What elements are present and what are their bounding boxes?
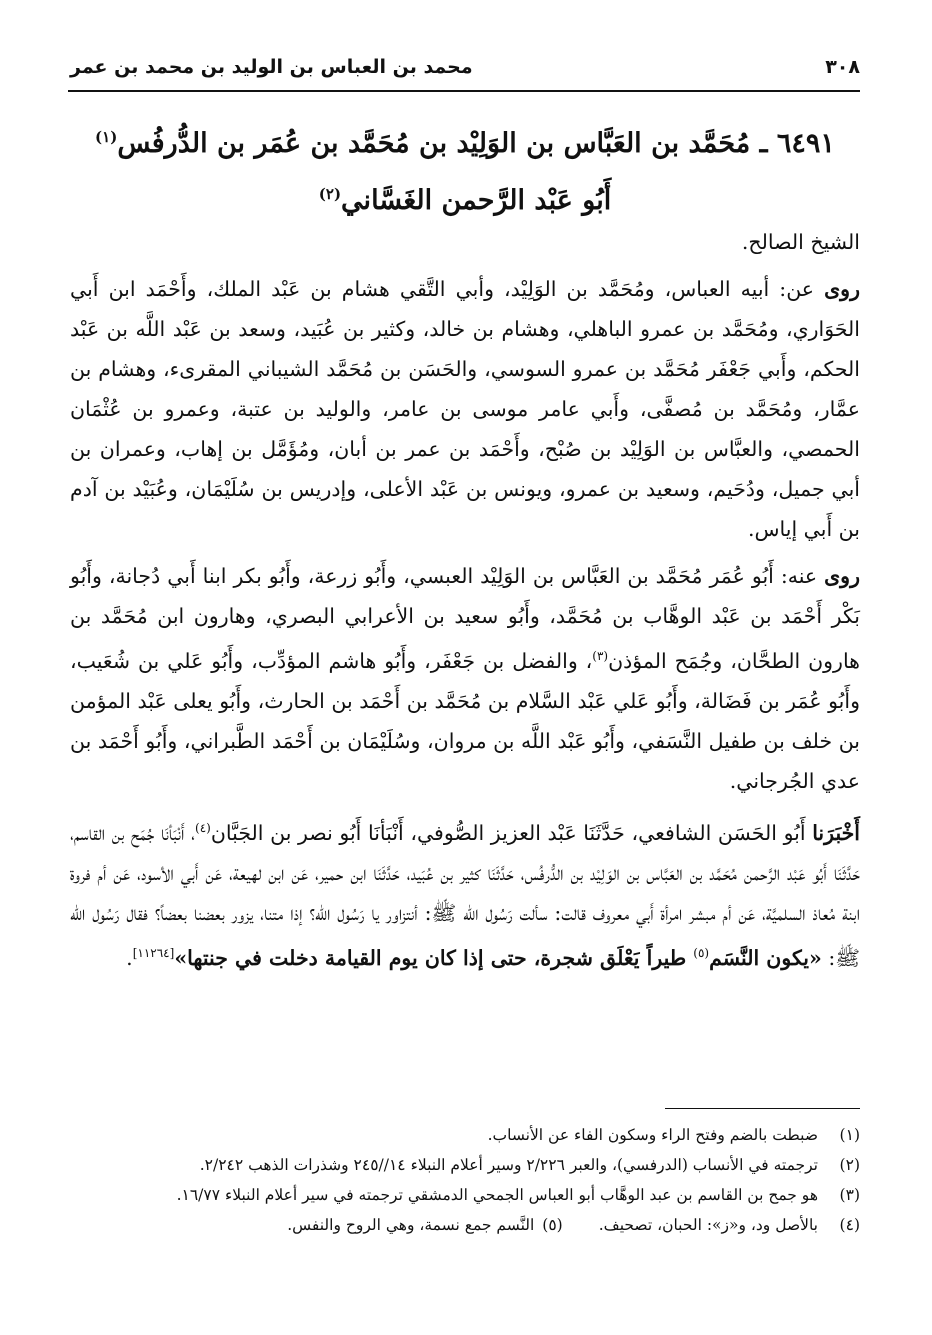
isnad-label: أَخْبَرَنا: [812, 820, 861, 845]
footnote-text: ترجمته في الأنساب (الدرفسي)، والعبر ٢/٢٢٦ وسير أعلام النبلاء ١٤//٢٤٥ وشذرات الذهب ٢/٢٤٢.: [199, 1156, 818, 1174]
footnote-text: النَّسم جمع نسمة، وهي الروح والنفس.: [287, 1216, 535, 1234]
entry-kunya: أَبُو عَبْد الرَّحمن الغَسَّاني: [341, 185, 612, 216]
footnote-4-5: [70, 1210, 860, 1240]
running-header: [70, 56, 860, 78]
footnote-rule: [665, 1108, 860, 1109]
footnote-ref-2: (٢): [318, 185, 342, 203]
footnote-3: [70, 1180, 860, 1210]
footnote-number: (١): [839, 1126, 860, 1144]
footnote-2: [70, 1150, 860, 1180]
footnote-number: (٢): [839, 1156, 860, 1174]
footnote-number: (٣): [839, 1186, 860, 1204]
running-title: محمد بن العباس بن الوليد بن محمد بن عمر: [70, 56, 473, 78]
entry-title-line-2: [70, 169, 860, 226]
narrators-text-a: عنه: أَبُو عُمَر مُحَمَّد بن العَبَّاس بن الوَلِيْد العبسي، وأَبُو زرعة، وأَبُو بكر ابنا أَبي دُجانة، وأَبُو بَكْر أَحْمَد بن عَبْد الوهَّاب بن مُحَمَّد، وأَبُو سعيد بن الأعرابي البصري، وهارون ابن مُحَمَّد بن هارون الطحَّان، وجُمَح المؤذن: [70, 564, 860, 673]
footnote-number: (٤): [839, 1216, 860, 1234]
narrators-from-him-paragraph: [70, 556, 860, 801]
isnad-text-a: أَبُو الحَسَن الشافعي، حَدَّثَنَا عَبْد العزيز الصُّوفي، أَنْبَأنَا أَبُو نصر بن الجَبَّان: [210, 820, 806, 845]
isnad-paragraph: [70, 808, 860, 978]
footnote-text: هو جمح بن القاسم بن عبد الوهَّاب أبو العباس الجمحي الدمشقي ترجمته في سير أعلام النبلاء ١٦/٧٧.: [176, 1186, 818, 1204]
footnote-ref-4: (٤): [195, 820, 211, 835]
footnote-ref-3: (٣): [592, 649, 609, 663]
narrators-text-b: ، والفضل بن جَعْفَر، وأَبُو هاشم المؤدِّب، وأَبُو عَلي بن شُعَيب، وأَبُو عُمَر بن فَضَالة، وأَبُو عَلي عَبْد السَّلام بن مُحَمَّد بن أَحْمَد بن الحارث، وأَبُو يعلى عَبْد المؤمن بن خلف بن طفيل النَّسَفي، وأَبُو عَبْد اللَّه بن مروان، وسُلَيْمَان بن أَحْمَد الطَّبراني، وأَبُو أَحْمَد بن عدي الجُرجاني.: [70, 648, 860, 793]
page-number: ٣٠٨: [825, 56, 860, 78]
intro-paragraph: الشيخ الصالح.: [741, 230, 860, 254]
entry-name: ٦٤٩١ ـ مُحَمَّد بن العَبَّاس بن الوَلِيْد بن مُحَمَّد بن عُمَر بن الدُّرفُس: [117, 128, 835, 159]
hadith-text-a: «يكون النَّسَم: [709, 945, 822, 970]
hadith-number: [١١٢٦٤]: [132, 945, 175, 960]
narrators-label: روى: [824, 564, 860, 588]
entry-heading: [70, 112, 860, 226]
entry-title-line-1: [70, 112, 860, 169]
hadith-text-b: طيراً يَعْلَق شجرة، حتى إذا كان يوم القيامة دخلت في جنتها»: [174, 945, 694, 970]
footnotes: [70, 1120, 860, 1240]
header-rule: [68, 90, 860, 92]
footnote-ref-1: (١): [95, 128, 118, 146]
main-text: [70, 222, 860, 984]
footnote-text: بالأصل ود، و«ز»: الحبان، تصحيف.: [598, 1216, 818, 1234]
narrated-from-paragraph: [70, 269, 860, 549]
footnote-number: (٥): [542, 1216, 563, 1234]
footnote-ref-5: (٥): [693, 945, 710, 960]
narrated-from-text: عن: أبيه العباس، ومُحَمَّد بن الوَلِيْد، وأبي التَّقي هشام بن عَبْد الملك، وأَحْمَد ابن أَبي الحَوَاري، ومُحَمَّد بن عمرو الباهلي، وهشام بن خالد، وكثير بن عُبَيد، وسعد بن عَبْد اللَّه بن عَبْد الحكم، وأَبي جَعْفَر مُحَمَّد بن عمرو السوسي، والحَسَن بن مُحَمَّد الشيباني المقرىء، وهشام بن عمَّار، ومُحَمَّد بن مُصفَّى، وأَبي عامر موسى بن عامر، والوليد بن عتبة، وعمرو بن عُثْمَان الحمصي، والعبَّاس بن الوَلِيْد بن صُبْح، وأَحْمَد بن عمر بن أبان، ومُؤَمَّل بن إهاب، وعمران بن أبي جميل، ودُحَيم، وسعيد بن عمرو، ويونس بن عَبْد الأعلى، وإدريس بن سُلَيْمَان، وعُبَيْد بن آدم بن أَبي إياس.: [70, 277, 860, 541]
footnote-text: ضبطت بالضم وفتح الراء وسكون الفاء عن الأنساب.: [487, 1126, 818, 1144]
isnad-text-b: ، أَنْبَأنَا جُمَح بن القاسم، حَدَّثَنَا أَبُو عَبْد الرَّحمن مُحَمَّد بن العَبَّاس بن الوَلِيْد بن الدُّرفُس، حَدَّثَنَا كثير بن عُبَيد، حَدَّثَنَا ابن حمير، عَن ابن لهيعة، عَن أَبي الأسود، عَن أم فروة ابنة مُعاذ السلميَّة، عَن أم مبشر امرأة أَبي معروف قالت: سألت رَسُول الله ﷺ: أنتزاور يا رَسُول الله؟ إذا متنا، يزور بعضنا بعضاً؟ فقال رَسُول الله ﷺ:: [70, 820, 860, 970]
hadith-end: .: [126, 945, 133, 970]
narrated-from-label: روى: [824, 277, 860, 301]
footnote-1: [70, 1120, 860, 1150]
